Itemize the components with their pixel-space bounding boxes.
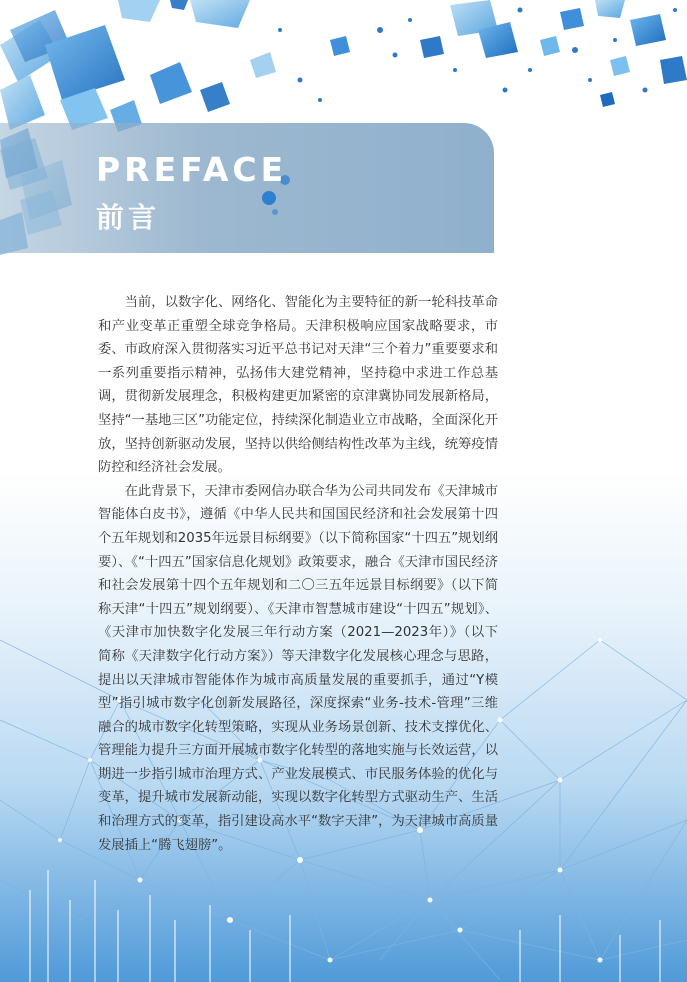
- cube-cluster-right: [330, 0, 687, 107]
- preface-title-en: PREFACE: [96, 150, 288, 189]
- paragraph-2: 在此背景下，天津市委网信办联合华为公司共同发布《天津城市智能体白皮书》，遵循《中华人民共和国国民经济和社会发展第十四个五年规划和2035年远景目标纲要》（以下简称国家“十四五”规划纲要）、《“十四五”国家信息化规划》政策要求，融合《天津市国民经济和社会发展第十四个五年规划和二〇三五年远景目标纲要》（以下简称天津“十四五”规划纲要）、《天津市智慧城市建设“十四五”规划》、《天津市加快数字化发展三年行动方案（2021—2023年）》（以下简称《天津数字化行动方案》）等天津数字化发展核心理念与思路，提出以天津城市智能体作为城市高质量发展的重要抓手，通过“Y模型”指引城市数字化创新发展路径，深度探索“业务-技术-管理”三维融合的城市数字化转型策略，实现从业务场景创新、技术支撑优化、管理能力提升三方面开展城市数字化转型的落地实施与长效运营，以期进一步指引城市治理方式、产业发展模式、市民服务体验的优化与变革，提升城市发展新动能，实现以数字化转型方式驱动生产、生活和治理方式的变革，指引建设高水平“数字天津”，为天津城市高质量发展插上“腾飞翅膀”。: [98, 483, 498, 853]
- paragraph-1: 当前，以数字化、网络化、智能化为主要特征的新一轮科技革命和产业变革正重塑全球竞争格局。天津积极响应国家战略要求，市委、市政府深入贯彻落实习近平总书记对天津“三个着力”重要要求和一系列重要指示精神，弘扬伟大建党精神，坚持稳中求进工作总基调，贯彻新发展理念，积极构建更加紧密的京津冀协同发展新格局，坚持“一基地三区”功能定位，持续深化制造业立市战略，全面深化开放，坚持创新驱动发展，坚持以供给侧结构性改革为主线，统筹疫情防控和经济社会发展。: [98, 295, 498, 476]
- light-bars: [30, 870, 660, 982]
- preface-body: [98, 291, 498, 857]
- preface-title-cn: 前言: [96, 201, 161, 234]
